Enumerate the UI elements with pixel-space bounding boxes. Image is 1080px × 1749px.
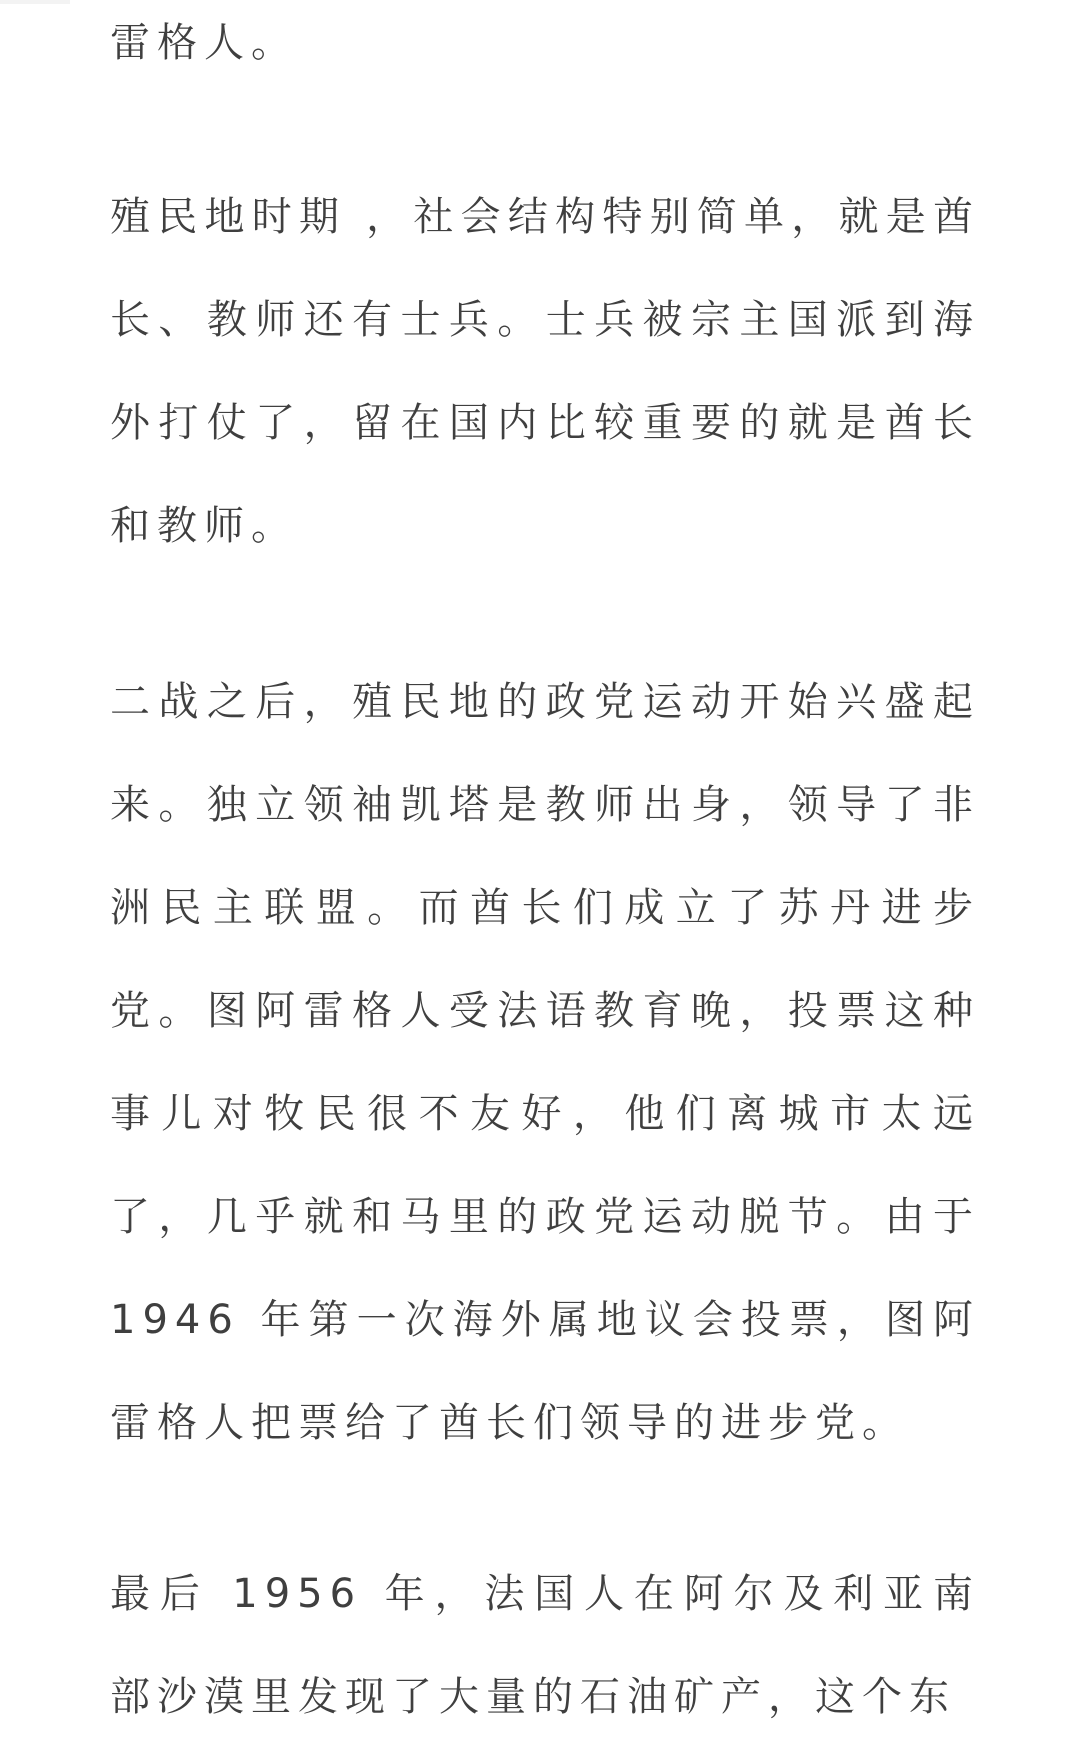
paragraph-3: 二战之后，殖民地的政党运动开始兴盛起来。独立领袖凯塔是教师出身，领导了非洲民主联盟。而酋长们成立了苏丹进步党。图阿雷格人受法语教育晚，投票这种事儿对牧民很不友好，他们离城市太远了，几乎就和马里的政党运动脱节。由于 1946 年第一次海外属地议会投票，图阿雷格人把票给了酋长们领导的进步党。 xyxy=(110,679,980,1446)
top-edge-mark xyxy=(0,0,70,4)
paragraph-4: 最后 1956 年，法国人在阿尔及利亚南部沙漠里发现了大量的石油矿产，这个东 xyxy=(110,1571,980,1720)
paragraph-2: 殖民地时期 ，社会结构特别简单，就是酋长、教师还有士兵。士兵被宗主国派到海外打仗了，留在国内比较重要的就是酋长和教师。 xyxy=(110,194,980,549)
paragraph-1: 雷格人。 xyxy=(110,20,298,66)
